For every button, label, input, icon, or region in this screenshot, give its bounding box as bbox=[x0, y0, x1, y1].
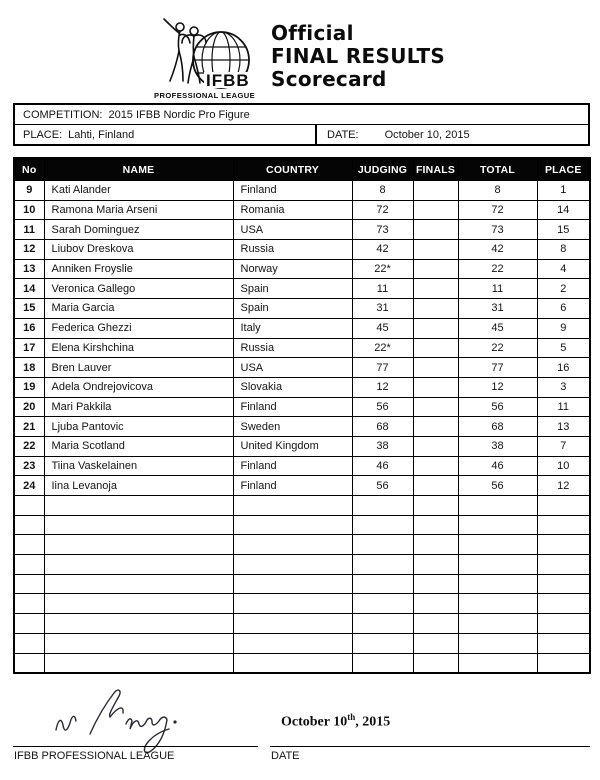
results-cell-no: 13 bbox=[14, 259, 44, 279]
results-cell-total: 46 bbox=[458, 456, 537, 476]
table-row bbox=[14, 220, 590, 240]
results-cell-country bbox=[233, 653, 352, 673]
results-cell-no: 19 bbox=[14, 377, 44, 397]
results-cell-judging: 31 bbox=[352, 299, 413, 319]
col-header-name: NAME bbox=[44, 158, 233, 181]
table-row bbox=[14, 397, 590, 417]
results-cell-judging bbox=[352, 535, 413, 555]
results-cell-country bbox=[233, 535, 352, 555]
footer-league-label: IFBB PROFESSIONAL LEAGUE bbox=[14, 750, 175, 762]
results-cell-name: Maria Scotland bbox=[44, 436, 233, 456]
results-cell-finals bbox=[413, 476, 458, 496]
results-cell-country: Finland bbox=[233, 456, 352, 476]
table-row-empty bbox=[14, 555, 590, 575]
table-row bbox=[14, 476, 590, 496]
results-cell-place bbox=[537, 574, 590, 594]
table-row bbox=[14, 200, 590, 220]
results-cell-total: 72 bbox=[458, 200, 537, 220]
results-cell-finals bbox=[413, 417, 458, 437]
results-cell-place: 16 bbox=[537, 358, 590, 378]
document-title bbox=[271, 22, 445, 91]
date-label: DATE: bbox=[327, 128, 359, 141]
results-cell-place: 4 bbox=[537, 259, 590, 279]
results-cell-finals bbox=[413, 299, 458, 319]
results-cell-judging: 8 bbox=[352, 181, 413, 201]
footer-date-main: October 10 bbox=[281, 714, 348, 730]
results-cell-no bbox=[14, 574, 44, 594]
signature-line-date bbox=[270, 746, 590, 747]
results-cell-name bbox=[44, 614, 233, 634]
competition-value: 2015 IFBB Nordic Pro Figure bbox=[108, 108, 250, 121]
results-cell-finals bbox=[413, 377, 458, 397]
results-cell-total bbox=[458, 633, 537, 653]
date-cell bbox=[317, 125, 588, 144]
official-signature-icon bbox=[42, 686, 192, 754]
results-cell-name: Mari Pakkila bbox=[44, 397, 233, 417]
results-cell-country: Russia bbox=[233, 338, 352, 358]
results-cell-no bbox=[14, 555, 44, 575]
footer-date-label: DATE bbox=[271, 750, 300, 762]
place-cell bbox=[15, 125, 317, 144]
results-cell-total: 56 bbox=[458, 397, 537, 417]
results-cell-no bbox=[14, 594, 44, 614]
results-cell-judging: 22* bbox=[352, 338, 413, 358]
col-header-place: PLACE bbox=[537, 158, 590, 181]
results-cell-judging: 22* bbox=[352, 259, 413, 279]
results-cell-place: 7 bbox=[537, 436, 590, 456]
results-cell-place bbox=[537, 535, 590, 555]
results-cell-country: Finland bbox=[233, 397, 352, 417]
results-cell-country: United Kingdom bbox=[233, 436, 352, 456]
results-cell-country bbox=[233, 594, 352, 614]
results-cell-name bbox=[44, 653, 233, 673]
ifbb-league-logo-icon bbox=[153, 16, 265, 102]
results-cell-name bbox=[44, 515, 233, 535]
results-cell-no: 10 bbox=[14, 200, 44, 220]
results-cell-judging: 72 bbox=[352, 200, 413, 220]
results-cell-finals bbox=[413, 181, 458, 201]
results-cell-judging bbox=[352, 594, 413, 614]
results-cell-no: 18 bbox=[14, 358, 44, 378]
results-cell-place bbox=[537, 594, 590, 614]
results-cell-total: 77 bbox=[458, 358, 537, 378]
results-body bbox=[14, 181, 590, 674]
results-cell-no bbox=[14, 653, 44, 673]
footer-date-rest: , 2015 bbox=[355, 714, 391, 730]
results-cell-country: Sweden bbox=[233, 417, 352, 437]
results-cell-place bbox=[537, 555, 590, 575]
results-cell-country bbox=[233, 515, 352, 535]
results-cell-total bbox=[458, 594, 537, 614]
footer-date-ordinal: th bbox=[347, 712, 356, 722]
results-cell-name: Liubov Dreskova bbox=[44, 240, 233, 260]
results-cell-no: 21 bbox=[14, 417, 44, 437]
results-cell-no bbox=[14, 614, 44, 634]
results-cell-total bbox=[458, 653, 537, 673]
results-cell-total bbox=[458, 535, 537, 555]
results-cell-finals bbox=[413, 200, 458, 220]
results-cell-country: Russia bbox=[233, 240, 352, 260]
results-cell-no bbox=[14, 535, 44, 555]
table-row bbox=[14, 181, 590, 201]
results-cell-country: Finland bbox=[233, 181, 352, 201]
results-cell-country bbox=[233, 614, 352, 634]
results-cell-judging bbox=[352, 496, 413, 516]
results-cell-finals bbox=[413, 456, 458, 476]
results-cell-total: 8 bbox=[458, 181, 537, 201]
results-cell-place: 15 bbox=[537, 220, 590, 240]
results-cell-total bbox=[458, 614, 537, 634]
results-cell-finals bbox=[413, 633, 458, 653]
results-cell-country bbox=[233, 496, 352, 516]
results-cell-name: Bren Lauver bbox=[44, 358, 233, 378]
results-cell-total bbox=[458, 515, 537, 535]
results-cell-name bbox=[44, 574, 233, 594]
results-cell-place bbox=[537, 653, 590, 673]
results-cell-finals bbox=[413, 318, 458, 338]
results-cell-no: 9 bbox=[14, 181, 44, 201]
results-cell-total: 31 bbox=[458, 299, 537, 319]
results-cell-total: 38 bbox=[458, 436, 537, 456]
results-cell-judging: 12 bbox=[352, 377, 413, 397]
results-cell-name: Iina Levanoja bbox=[44, 476, 233, 496]
results-cell-finals bbox=[413, 574, 458, 594]
table-row-empty bbox=[14, 496, 590, 516]
results-cell-no: 23 bbox=[14, 456, 44, 476]
results-cell-no: 16 bbox=[14, 318, 44, 338]
footer-date bbox=[281, 712, 390, 731]
table-row bbox=[14, 417, 590, 437]
results-cell-place: 10 bbox=[537, 456, 590, 476]
results-cell-name: Ramona Maria Arseni bbox=[44, 200, 233, 220]
results-cell-place bbox=[537, 515, 590, 535]
results-cell-name bbox=[44, 633, 233, 653]
title-line-scorecard: Scorecard bbox=[271, 67, 387, 91]
results-cell-judging bbox=[352, 633, 413, 653]
results-cell-country: Italy bbox=[233, 318, 352, 338]
results-cell-name bbox=[44, 535, 233, 555]
results-cell-name: Kati Alander bbox=[44, 181, 233, 201]
col-header-finals: FINALS bbox=[413, 158, 458, 181]
results-header-row bbox=[14, 158, 590, 181]
results-cell-judging bbox=[352, 614, 413, 634]
results-cell-finals bbox=[413, 614, 458, 634]
results-cell-finals bbox=[413, 555, 458, 575]
results-cell-place: 3 bbox=[537, 377, 590, 397]
table-row bbox=[14, 456, 590, 476]
results-cell-name: Adela Ondrejovicova bbox=[44, 377, 233, 397]
results-cell-finals bbox=[413, 240, 458, 260]
results-cell-place: 1 bbox=[537, 181, 590, 201]
results-cell-total bbox=[458, 555, 537, 575]
results-cell-judging: 68 bbox=[352, 417, 413, 437]
results-cell-no: 12 bbox=[14, 240, 44, 260]
results-cell-place: 8 bbox=[537, 240, 590, 260]
results-cell-place: 5 bbox=[537, 338, 590, 358]
results-cell-place: 12 bbox=[537, 476, 590, 496]
results-cell-name: Veronica Gallego bbox=[44, 279, 233, 299]
results-cell-country: Romania bbox=[233, 200, 352, 220]
results-cell-country: Spain bbox=[233, 299, 352, 319]
results-cell-no bbox=[14, 515, 44, 535]
logo-league-text: PROFESSIONAL LEAGUE bbox=[154, 91, 256, 100]
results-cell-country: Finland bbox=[233, 476, 352, 496]
results-cell-total: 56 bbox=[458, 476, 537, 496]
results-cell-judging: 77 bbox=[352, 358, 413, 378]
results-cell-country: Norway bbox=[233, 259, 352, 279]
results-cell-name: Tiina Vaskelainen bbox=[44, 456, 233, 476]
results-cell-judging: 38 bbox=[352, 436, 413, 456]
results-cell-total: 12 bbox=[458, 377, 537, 397]
table-row-empty bbox=[14, 535, 590, 555]
results-cell-finals bbox=[413, 259, 458, 279]
results-cell-place: 11 bbox=[537, 397, 590, 417]
results-cell-place: 2 bbox=[537, 279, 590, 299]
date-value: October 10, 2015 bbox=[384, 128, 470, 141]
competition-info-box bbox=[13, 103, 590, 146]
col-header-judging: JUDGING bbox=[352, 158, 413, 181]
results-cell-judging: 11 bbox=[352, 279, 413, 299]
results-cell-judging: 73 bbox=[352, 220, 413, 240]
results-cell-no: 11 bbox=[14, 220, 44, 240]
table-row bbox=[14, 436, 590, 456]
results-cell-no: 17 bbox=[14, 338, 44, 358]
results-cell-total bbox=[458, 574, 537, 594]
title-line-final-results: FINAL RESULTS bbox=[271, 44, 446, 68]
results-cell-no: 20 bbox=[14, 397, 44, 417]
place-value: Lahti, Finland bbox=[68, 128, 135, 141]
results-cell-place: 6 bbox=[537, 299, 590, 319]
results-cell-finals bbox=[413, 594, 458, 614]
results-cell-name: Sarah Dominguez bbox=[44, 220, 233, 240]
results-cell-finals bbox=[413, 397, 458, 417]
results-cell-no bbox=[14, 633, 44, 653]
results-cell-country: Spain bbox=[233, 279, 352, 299]
table-row-empty bbox=[14, 594, 590, 614]
results-cell-finals bbox=[413, 496, 458, 516]
results-cell-no: 22 bbox=[14, 436, 44, 456]
results-cell-place bbox=[537, 633, 590, 653]
results-cell-judging bbox=[352, 574, 413, 594]
results-cell-no bbox=[14, 496, 44, 516]
table-row-empty bbox=[14, 653, 590, 673]
results-cell-total: 45 bbox=[458, 318, 537, 338]
table-row bbox=[14, 279, 590, 299]
results-cell-total: 11 bbox=[458, 279, 537, 299]
results-cell-finals bbox=[413, 653, 458, 673]
results-cell-place: 14 bbox=[537, 200, 590, 220]
results-cell-judging: 56 bbox=[352, 476, 413, 496]
results-cell-country bbox=[233, 633, 352, 653]
results-cell-country: USA bbox=[233, 220, 352, 240]
results-table bbox=[13, 157, 591, 674]
results-cell-finals bbox=[413, 436, 458, 456]
results-cell-total bbox=[458, 496, 537, 516]
results-cell-judging bbox=[352, 515, 413, 535]
results-cell-finals bbox=[413, 220, 458, 240]
table-row bbox=[14, 377, 590, 397]
table-row-empty bbox=[14, 614, 590, 634]
col-header-total: TOTAL bbox=[458, 158, 537, 181]
results-cell-total: 73 bbox=[458, 220, 537, 240]
results-cell-judging: 42 bbox=[352, 240, 413, 260]
results-cell-judging: 56 bbox=[352, 397, 413, 417]
table-row bbox=[14, 338, 590, 358]
results-cell-total: 22 bbox=[458, 259, 537, 279]
results-cell-name: Ljuba Pantovic bbox=[44, 417, 233, 437]
competition-label: COMPETITION: bbox=[23, 108, 103, 121]
results-cell-country: Slovakia bbox=[233, 377, 352, 397]
results-cell-name: Elena Kirshchina bbox=[44, 338, 233, 358]
results-cell-place: 13 bbox=[537, 417, 590, 437]
results-cell-name bbox=[44, 594, 233, 614]
logo-ifbb-text: IFBB bbox=[206, 71, 250, 90]
col-header-no: No bbox=[14, 158, 44, 181]
results-cell-place bbox=[537, 614, 590, 634]
table-row-empty bbox=[14, 633, 590, 653]
results-cell-judging: 45 bbox=[352, 318, 413, 338]
table-row bbox=[14, 318, 590, 338]
results-cell-finals bbox=[413, 279, 458, 299]
results-cell-finals bbox=[413, 515, 458, 535]
table-row-empty bbox=[14, 574, 590, 594]
results-cell-name: Anniken Froyslie bbox=[44, 259, 233, 279]
results-cell-name: Federica Ghezzi bbox=[44, 318, 233, 338]
results-cell-no: 14 bbox=[14, 279, 44, 299]
title-line-official: Official bbox=[271, 21, 354, 45]
results-cell-name: Maria Garcia bbox=[44, 299, 233, 319]
results-cell-judging: 46 bbox=[352, 456, 413, 476]
results-cell-total: 68 bbox=[458, 417, 537, 437]
table-row bbox=[14, 240, 590, 260]
table-row bbox=[14, 358, 590, 378]
results-cell-place bbox=[537, 496, 590, 516]
col-header-country: COUNTRY bbox=[233, 158, 352, 181]
results-cell-judging bbox=[352, 555, 413, 575]
table-row bbox=[14, 299, 590, 319]
signature-line-league bbox=[13, 746, 258, 747]
table-row-empty bbox=[14, 515, 590, 535]
results-cell-name bbox=[44, 555, 233, 575]
results-cell-country bbox=[233, 574, 352, 594]
competition-row bbox=[15, 105, 588, 125]
results-cell-finals bbox=[413, 535, 458, 555]
results-cell-country: USA bbox=[233, 358, 352, 378]
results-cell-country bbox=[233, 555, 352, 575]
results-cell-no: 15 bbox=[14, 299, 44, 319]
table-row bbox=[14, 259, 590, 279]
results-cell-name bbox=[44, 496, 233, 516]
results-cell-total: 22 bbox=[458, 338, 537, 358]
results-cell-total: 42 bbox=[458, 240, 537, 260]
place-label: PLACE: bbox=[23, 128, 63, 141]
results-cell-judging bbox=[352, 653, 413, 673]
results-cell-no: 24 bbox=[14, 476, 44, 496]
results-cell-finals bbox=[413, 358, 458, 378]
results-cell-finals bbox=[413, 338, 458, 358]
results-cell-place: 9 bbox=[537, 318, 590, 338]
